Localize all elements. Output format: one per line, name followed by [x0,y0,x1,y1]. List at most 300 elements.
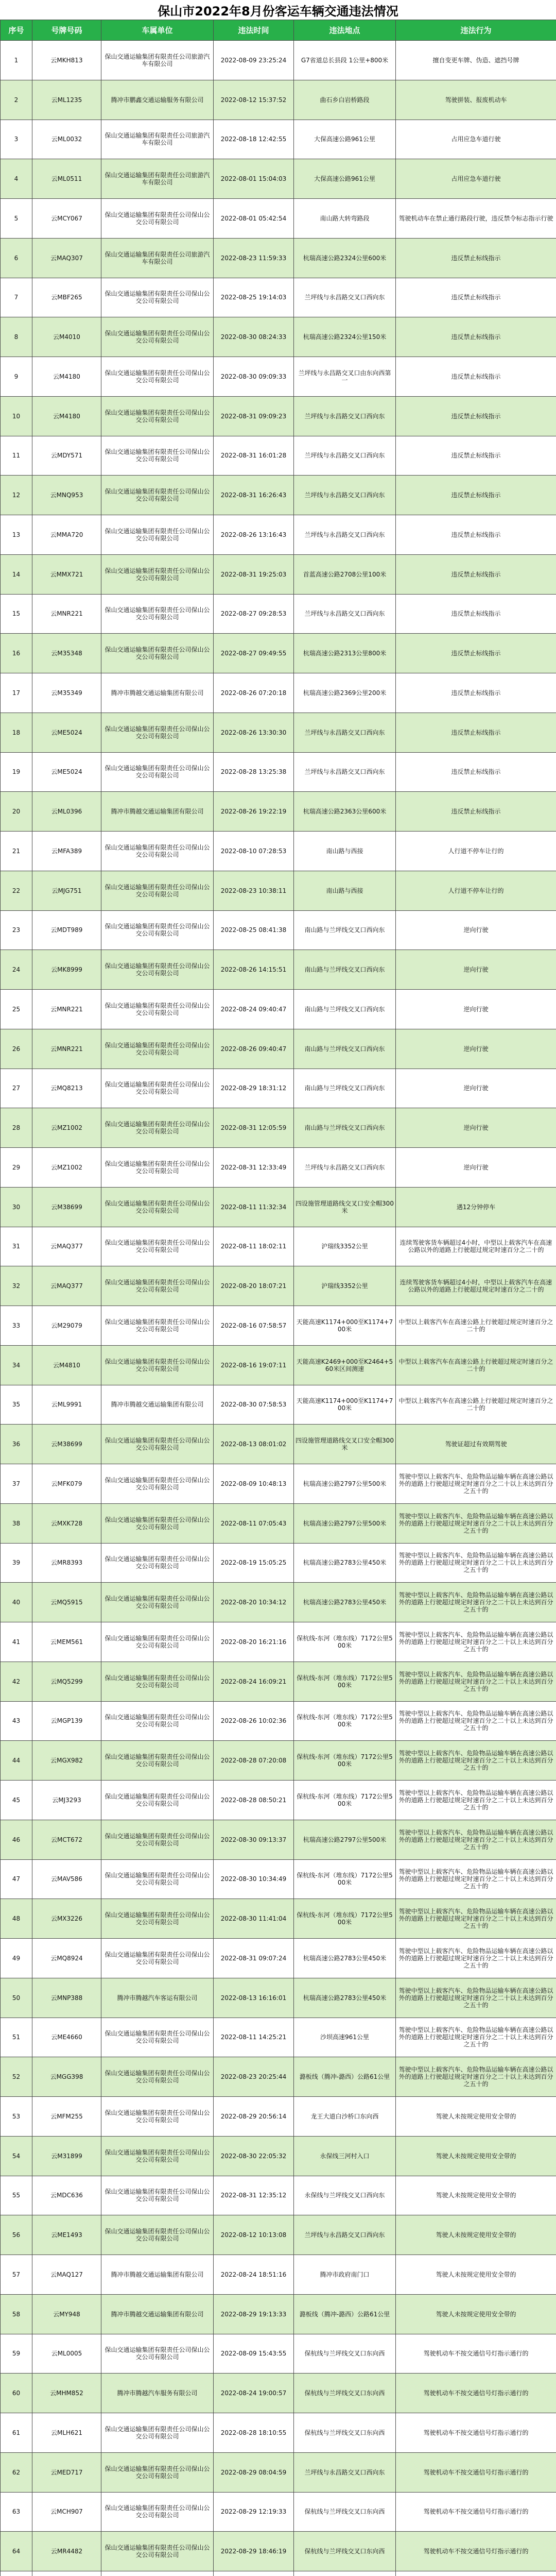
cell-location: 南山路与西接 [294,871,396,910]
table-row [1,80,556,120]
cell-violation: 人行道不停车让行的 [396,832,556,871]
cell-time: 2022-08-29 19:13:33 [214,2294,294,2334]
cell-company: 保山交通运输集团有限责任公司保山公交公司有限公司 [101,1820,214,1859]
cell-index: 10 [1,396,32,436]
cell-violation: 违反禁止标线指示 [396,238,556,278]
cell-violation: 驾驶中型以上载客汽车、危险物品运输车辆在高速公路以外的道路上行驶超过规定时速百分之二十以上未达到百分之五十的 [396,2057,556,2097]
cell-plate [32,2571,101,2576]
cell-plate: 云MCH907 [32,2492,101,2532]
cell-company: 腾冲市腾越交通运输集团有限公司 [101,673,214,713]
cell-violation: 驾驶人未按规定使用安全带的 [396,2215,556,2255]
cell-location: 兰坪线与永昌路交叉口西向东 [294,752,396,792]
cell-violation: 驾驶机动车在禁止通行路段行驶，违反禁令标志指示行驶 [396,199,556,239]
table-row [1,159,556,199]
table-row [1,1345,556,1385]
cell-time: 2022-08-23 10:38:11 [214,871,294,910]
cell-location: 四设施管理道路线交叉口安全帽300米 [294,1425,396,1464]
cell-index: 30 [1,1187,32,1227]
cell-company: 保山交通运输集团有限责任公司保山公交公司有限公司 [101,396,214,436]
cell-index: 47 [1,1859,32,1899]
cell-company: 保山交通运输集团有限责任公司保山公交公司有限公司 [101,910,214,950]
cell-violation: 中型以上载客汽车在高速公路上行驶超过规定时速百分之二十的 [396,1306,556,1346]
table-row [1,2571,556,2576]
header-row [1,20,556,41]
cell-violation: 驾驶中型以上载客汽车、危险物品运输车辆在高速公路以外的道路上行驶超过规定时速百分之二十以上未达到百分之五十的 [396,1939,556,1978]
table-row [1,1385,556,1425]
table-row [1,120,556,159]
cell-location: 兰坪线与永昌路交叉口由东向西第一 [294,357,396,397]
cell-time: 2022-08-16 07:58:57 [214,1306,294,1346]
cell-violation: 驾驶拼装、报废机动车 [396,80,556,120]
cell-company: 保山交通运输集团有限责任公司保山公交公司有限公司 [101,713,214,752]
cell-company: 腾冲市腾越交通运输集团有限公司 [101,792,214,832]
cell-index: 58 [1,2294,32,2334]
cell-company: 保山交通运输集团有限责任公司保山公交公司有限公司 [101,554,214,594]
cell-index: 38 [1,1503,32,1543]
table-row [1,1464,556,1504]
document-title: 保山市2022年8月份客运车辆交通违法情况 [0,0,556,20]
cell-company: 保山交通运输集团有限责任公司保山公交公司有限公司 [101,832,214,871]
cell-index: 54 [1,2136,32,2176]
cell-location: 天能高速K1174+000至K1174+700米 [294,1385,396,1425]
cell-index: 37 [1,1464,32,1504]
cell-company: 保山交通运输集团有限责任公司保山公交公司有限公司 [101,2136,214,2176]
cell-plate: 云MKH813 [32,41,101,80]
cell-location: 南山路大转弯路段 [294,199,396,239]
cell-plate: 云MQ5915 [32,1583,101,1622]
cell-violation: 驾驶中型以上载客汽车、危险物品运输车辆在高速公路以外的道路上行驶超过规定时速百分之二十以上未达到百分之五十的 [396,1820,556,1859]
cell-company: 保山交通运输集团有限责任公司旅游汽车有限公司 [101,41,214,80]
table-row [1,2097,556,2137]
cell-time: 2022-08-31 16:01:28 [214,436,294,476]
cell-index: 55 [1,2176,32,2215]
table-row [1,1662,556,1701]
cell-violation: 违反禁止标线指示 [396,594,556,634]
cell-company: 腾冲市腾越汽车服务有限公司 [101,2374,214,2413]
cell-plate: 云MBF265 [32,278,101,317]
cell-violation: 中型以上载客汽车在高速公路上行驶超过规定时速百分之二十的 [396,1345,556,1385]
cell-company: 保山交通运输集团有限责任公司保山公交公司有限公司 [101,1345,214,1385]
cell-company: 保山交通运输集团有限责任公司保山公交公司有限公司 [101,1464,214,1504]
cell-location: 杭瑞高速公路2797公里500米 [294,1464,396,1504]
table-row [1,238,556,278]
table-row [1,871,556,910]
cell-index: 50 [1,1978,32,2018]
cell-company: 保山交通运输集团有限责任公司保山公交公司有限公司 [101,2452,214,2492]
cell-company: 保山交通运输集团有限责任公司保山公交公司有限公司 [101,2492,214,2532]
cell-plate: 云MHM852 [32,2374,101,2413]
cell-violation: 违反禁止标线指示 [396,396,556,436]
cell-location: 沙坝高速961公里 [294,2018,396,2057]
table-row [1,2532,556,2571]
cell-company: 保山交通运输集团有限责任公司保山公交公司有限公司 [101,2176,214,2215]
cell-time: 2022-08-23 11:59:33 [214,238,294,278]
cell-violation: 违反禁止标线指示 [396,752,556,792]
cell-location: 兰坪线与永昌路交叉口西向东 [294,515,396,555]
cell-index: 53 [1,2097,32,2137]
cell-violation: 占用应急车道行驶 [396,159,556,199]
cell-index: 21 [1,832,32,871]
cell-location: 永保线三河村入口 [294,2136,396,2176]
cell-plate: 云ML0032 [32,120,101,159]
cell-plate: 云MK8999 [32,950,101,990]
cell-location: 四设施管理道路线交叉口安全帽300米 [294,1187,396,1227]
cell-violation: 逆向行驶 [396,1069,556,1108]
cell-time [214,2571,294,2576]
cell-company: 腾冲市腾越交通运输集团有限公司 [101,2294,214,2334]
cell-index: 12 [1,476,32,515]
cell-index: 62 [1,2452,32,2492]
cell-location: 杭瑞高速公路2783公里450米 [294,1978,396,2018]
cell-location: 首蓝高速公路2708公里100米 [294,554,396,594]
cell-company: 保山交通运输集团有限责任公司保山公交公司有限公司 [101,436,214,476]
table-row [1,713,556,752]
cell-violation: 违反禁止标线指示 [396,673,556,713]
cell-company: 保山交通运输集团有限责任公司保山公交公司有限公司 [101,990,214,1029]
table-row [1,1306,556,1346]
table-row [1,594,556,634]
cell-time: 2022-08-18 12:42:55 [214,120,294,159]
cell-location: 兰坪线与永昌路交叉口西向东 [294,278,396,317]
cell-violation: 驾驶中型以上载客汽车、危险物品运输车辆在高速公路以外的道路上行驶超过规定时速百分之二十以上未达到百分之五十的 [396,1543,556,1583]
cell-location: 杭瑞高速公路2324公里600米 [294,238,396,278]
cell-index: 17 [1,673,32,713]
cell-location: 杭瑞高速公路2324公里150米 [294,317,396,357]
table-row [1,2413,556,2453]
cell-violation: 驾驶人未按规定使用安全带的 [396,2255,556,2295]
cell-location: G7省道总长县段 1公里+800米 [294,41,396,80]
cell-plate: 云MMX721 [32,554,101,594]
cell-plate: 云ML9991 [32,1385,101,1425]
cell-violation: 违反禁止标线指示 [396,634,556,673]
cell-time: 2022-08-31 12:35:12 [214,2176,294,2215]
table-row [1,673,556,713]
cell-plate: 云MJ3293 [32,1781,101,1820]
cell-violation: 逆向行驶 [396,1148,556,1188]
cell-location: 杭瑞高速公路2783公里450米 [294,1543,396,1583]
cell-company: 保山交通运输集团有限责任公司保山公交公司有限公司 [101,515,214,555]
cell-company: 保山交通运输集团有限责任公司保山公交公司有限公司 [101,1583,214,1622]
cell-plate: 云MNP388 [32,1978,101,2018]
cell-company: 保山交通运输集团有限责任公司保山公交公司有限公司 [101,1148,214,1188]
cell-plate: 云MJG751 [32,871,101,910]
cell-time: 2022-08-26 09:40:47 [214,1029,294,1069]
cell-location: 保杭线-东河（堆东线）7172公里500米 [294,1662,396,1701]
table-row [1,1227,556,1266]
cell-time: 2022-08-26 19:22:19 [214,792,294,832]
cell-plate: 云MAQ377 [32,1227,101,1266]
cell-plate: 云ML0511 [32,159,101,199]
cell-plate: 云MNR221 [32,990,101,1029]
cell-time: 2022-08-28 18:10:55 [214,2413,294,2453]
cell-company: 保山交通运输集团有限责任公司保山公交公司有限公司 [101,1701,214,1741]
cell-location: 南山路与兰坪线交叉口西向东 [294,990,396,1029]
cell-plate: 云M4810 [32,1345,101,1385]
table-row [1,2215,556,2255]
table-row [1,278,556,317]
cell-index: 14 [1,554,32,594]
cell-time: 2022-08-27 09:28:53 [214,594,294,634]
cell-time: 2022-08-29 20:56:14 [214,2097,294,2137]
cell-time: 2022-08-23 20:25:44 [214,2057,294,2097]
cell-plate: 云ML1235 [32,80,101,120]
table-row [1,2255,556,2295]
cell-time: 2022-08-12 10:13:08 [214,2215,294,2255]
cell-violation: 驾驶机动车不按交通信号灯指示通行的 [396,2374,556,2413]
cell-plate: 云MNR221 [32,594,101,634]
cell-plate: 云MY948 [32,2294,101,2334]
cell-index: 35 [1,1385,32,1425]
cell-index: 57 [1,2255,32,2295]
cell-violation: 违反禁止标线指示 [396,476,556,515]
cell-index: 3 [1,120,32,159]
cell-time: 2022-08-30 07:58:53 [214,1385,294,1425]
cell-plate: 云MAQ307 [32,238,101,278]
cell-time: 2022-08-11 07:05:43 [214,1503,294,1543]
cell-index: 1 [1,41,32,80]
cell-plate: 云MED717 [32,2452,101,2492]
cell-company: 保山交通运输集团有限责任公司保山公交公司有限公司 [101,1503,214,1543]
cell-plate: 云M4180 [32,396,101,436]
table-row [1,1069,556,1108]
table-row [1,1029,556,1069]
cell-violation: 违反禁止标线指示 [396,554,556,594]
cell-plate: 云MDY571 [32,436,101,476]
cell-violation: 违反禁止标线指示 [396,792,556,832]
cell-location: 天能高速K1174+000至K1174+700米 [294,1306,396,1346]
cell-index: 9 [1,357,32,397]
cell-time: 2022-08-09 10:48:13 [214,1464,294,1504]
cell-time: 2022-08-26 07:20:18 [214,673,294,713]
cell-plate: 云MAQ127 [32,2255,101,2295]
cell-violation: 违反禁止标线指示 [396,436,556,476]
cell-violation: 驾驶中型以上载客汽车、危险物品运输车辆在高速公路以外的道路上行驶超过规定时速百分之二十以上未达到百分之五十的 [396,1741,556,1781]
cell-time: 2022-08-13 08:01:02 [214,1425,294,1464]
cell-time: 2022-08-29 08:04:59 [214,2452,294,2492]
cell-plate: 云MXK728 [32,1503,101,1543]
table-row [1,1266,556,1306]
cell-location: 杭瑞高速公路2369公里200米 [294,673,396,713]
violation-table [0,20,556,2576]
cell-plate: 云ME4660 [32,2018,101,2057]
cell-company: 保山交通运输集团有限责任公司保山公交公司有限公司 [101,2215,214,2255]
cell-index: 60 [1,2374,32,2413]
cell-index: 31 [1,1227,32,1266]
cell-location: 南山路与兰坪线交叉口西向东 [294,1108,396,1148]
cell-violation: 中型以上载客汽车在高速公路上行驶超过规定时速百分之二十的 [396,1385,556,1425]
cell-location: 南山路与兰坪线交叉口西向东 [294,1029,396,1069]
cell-company: 保山交通运输集团有限责任公司保山公交公司有限公司 [101,1662,214,1701]
cell-time: 2022-08-16 19:07:11 [214,1345,294,1385]
cell-index: 52 [1,2057,32,2097]
header-time: 违法时间 [214,20,294,41]
cell-violation [396,2571,556,2576]
cell-time: 2022-08-30 22:05:32 [214,2136,294,2176]
cell-violation: 驾驶中型以上载客汽车、危险物品运输车辆在高速公路以外的道路上行驶超过规定时速百分之二十以上未达到百分之五十的 [396,1701,556,1741]
cell-location: 杭瑞高速公路2783公里450米 [294,1939,396,1978]
cell-violation: 驾驶机动车不按交通信号灯指示通行的 [396,2413,556,2453]
table-row [1,1148,556,1188]
cell-time: 2022-08-31 19:25:03 [214,554,294,594]
cell-index: 32 [1,1266,32,1306]
cell-violation: 驾驶中型以上载客汽车、危险物品运输车辆在高速公路以外的道路上行驶超过规定时速百分之二十以上未达到百分之五十的 [396,1859,556,1899]
cell-location: 保杭线与兰坪线交叉口东向西 [294,2334,396,2374]
cell-index [1,2571,32,2576]
cell-time: 2022-08-26 10:02:36 [214,1701,294,1741]
cell-index: 15 [1,594,32,634]
header-location: 违法地点 [294,20,396,41]
cell-index: 45 [1,1781,32,1820]
cell-index: 6 [1,238,32,278]
cell-company: 保山交通运输集团有限责任公司保山公交公司有限公司 [101,1266,214,1306]
cell-time: 2022-08-28 08:50:21 [214,1781,294,1820]
table-row [1,1503,556,1543]
cell-violation: 逆向行驶 [396,1029,556,1069]
cell-plate: 云MR4482 [32,2532,101,2571]
header-violation: 违法行为 [396,20,556,41]
table-row [1,2018,556,2057]
cell-location: 兰坪线与永昌路交叉口西向东 [294,713,396,752]
cell-time: 2022-08-01 05:42:54 [214,199,294,239]
cell-location: 杭瑞高速公路2313公里800米 [294,634,396,673]
table-row [1,554,556,594]
cell-violation: 驾驶机动车不按交通信号灯指示通行的 [396,2334,556,2374]
cell-time: 2022-08-30 08:24:33 [214,317,294,357]
table-row [1,2176,556,2215]
cell-plate: 云MQ8924 [32,1939,101,1978]
table-row [1,832,556,871]
cell-company: 保山交通运输集团有限责任公司保山公交公司有限公司 [101,1859,214,1899]
cell-violation: 驾驶中型以上载客汽车、危险物品运输车辆在高速公路以外的道路上行驶超过规定时速百分之二十以上未达到百分之五十的 [396,1781,556,1820]
cell-violation: 驾驶中型以上载客汽车、危险物品运输车辆在高速公路以外的道路上行驶超过规定时速百分之二十以上未达到百分之五十的 [396,1899,556,1939]
cell-time: 2022-08-24 09:40:47 [214,990,294,1029]
cell-location: 腾冲市政府南门口 [294,2255,396,2295]
table-row [1,1939,556,1978]
cell-time: 2022-08-31 09:07:24 [214,1939,294,1978]
cell-plate: 云M4010 [32,317,101,357]
cell-index: 42 [1,1662,32,1701]
cell-plate: 云MFK079 [32,1464,101,1504]
cell-company: 保山交通运输集团有限责任公司保山公交公司有限公司 [101,2532,214,2571]
cell-company: 保山交通运输集团有限责任公司保山公交公司有限公司 [101,1227,214,1266]
cell-company: 保山交通运输集团有限责任公司保山公交公司有限公司 [101,1069,214,1108]
cell-index: 49 [1,1939,32,1978]
cell-company [101,2571,214,2576]
cell-location: 保杭线与兰坪线交叉口东向西 [294,2492,396,2532]
cell-plate: 云MGG398 [32,2057,101,2097]
cell-plate: 云M31899 [32,2136,101,2176]
cell-time: 2022-08-30 10:34:49 [214,1859,294,1899]
cell-time: 2022-08-20 10:34:12 [214,1583,294,1622]
table-row [1,990,556,1029]
cell-location: 潞板线（腾冲-潞西）公路61公里 [294,2057,396,2097]
cell-company: 保山交通运输集团有限责任公司保山公交公司有限公司 [101,1622,214,1662]
cell-location: 大保高速公路961公里 [294,120,396,159]
table-row [1,2452,556,2492]
cell-plate: 云MAV586 [32,1859,101,1899]
cell-plate: 云MFA389 [32,832,101,871]
table-row [1,2334,556,2374]
cell-plate: 云M35348 [32,634,101,673]
cell-time: 2022-08-11 14:25:21 [214,2018,294,2057]
cell-time: 2022-08-11 11:32:34 [214,1187,294,1227]
cell-violation: 逆向行驶 [396,910,556,950]
cell-violation: 占用应急车道行驶 [396,120,556,159]
cell-index: 56 [1,2215,32,2255]
cell-company: 保山交通运输集团有限责任公司保山公交公司有限公司 [101,2334,214,2374]
cell-location: 保杭线与兰坪线交叉口东向西 [294,2532,396,2571]
cell-location: 兰坪线与永昌路交叉口西向东 [294,2215,396,2255]
cell-violation: 驾驶中型以上载客汽车、危险物品运输车辆在高速公路以外的道路上行驶超过规定时速百分之二十以上未达到百分之五十的 [396,1464,556,1504]
table-row [1,1741,556,1781]
cell-plate: 云MFM255 [32,2097,101,2137]
cell-index: 61 [1,2413,32,2453]
cell-location: 杭瑞高速公路2363公里600米 [294,792,396,832]
cell-company: 保山交通运输集团有限责任公司保山公交公司有限公司 [101,1741,214,1781]
cell-index: 43 [1,1701,32,1741]
header-company: 车属单位 [101,20,214,41]
cell-company: 腾冲市腾越交通运输集团有限公司 [101,2255,214,2295]
cell-index: 64 [1,2532,32,2571]
cell-location: 南山路与兰坪线交叉口西向东 [294,950,396,990]
cell-plate: 云MNR221 [32,1029,101,1069]
cell-plate: 云MNQ953 [32,476,101,515]
cell-company: 保山交通运输集团有限责任公司旅游汽车有限公司 [101,120,214,159]
cell-plate: 云MAQ377 [32,1266,101,1306]
cell-time: 2022-08-24 16:09:21 [214,1662,294,1701]
cell-index: 2 [1,80,32,120]
cell-location: 保杭线-东河（堆东线）7172公里500米 [294,1781,396,1820]
cell-violation: 连续驾驶客货车辆超过4小时，中型以上载客汽车在高速公路以外的道路上行驶超过规定时速百分之二十的 [396,1227,556,1266]
cell-company: 保山交通运输集团有限责任公司保山公交公司有限公司 [101,317,214,357]
cell-location [294,2571,396,2576]
table-row [1,910,556,950]
table-row [1,1859,556,1899]
cell-index: 22 [1,871,32,910]
cell-time: 2022-08-26 13:16:43 [214,515,294,555]
cell-violation: 违反禁止标线指示 [396,515,556,555]
cell-time: 2022-08-31 16:26:43 [214,476,294,515]
cell-index: 41 [1,1622,32,1662]
cell-time: 2022-08-13 16:16:01 [214,1978,294,2018]
cell-company: 腾冲市腾越交通运输集团有限公司 [101,1385,214,1425]
cell-index: 40 [1,1583,32,1622]
cell-time: 2022-08-30 11:41:04 [214,1899,294,1939]
cell-company: 保山交通运输集团有限责任公司保山公交公司有限公司 [101,594,214,634]
cell-location: 杭瑞高速公路2797公里500米 [294,1820,396,1859]
cell-location: 沪瑞线3352公里 [294,1227,396,1266]
cell-index: 51 [1,2018,32,2057]
cell-plate: 云MCT672 [32,1820,101,1859]
cell-time: 2022-08-31 12:33:49 [214,1148,294,1188]
cell-index: 8 [1,317,32,357]
cell-violation: 擅自变更车牌、伪造、遮挡号牌 [396,41,556,80]
cell-violation: 驾驶人未按规定使用安全带的 [396,2097,556,2137]
table-row [1,2492,556,2532]
cell-time: 2022-08-26 14:15:51 [214,950,294,990]
header-index: 序号 [1,20,32,41]
cell-company: 保山交通运输集团有限责任公司保山公交公司有限公司 [101,1543,214,1583]
cell-time: 2022-08-26 13:30:30 [214,713,294,752]
cell-company: 保山交通运输集团有限责任公司保山公交公司有限公司 [101,871,214,910]
cell-index: 36 [1,1425,32,1464]
cell-index: 19 [1,752,32,792]
cell-plate: 云MZ1002 [32,1108,101,1148]
table-row [1,199,556,239]
cell-violation: 违反禁止标线指示 [396,278,556,317]
cell-company: 保山交通运输集团有限责任公司保山公交公司有限公司 [101,950,214,990]
cell-company: 保山交通运输集团有限责任公司旅游汽车有限公司 [101,159,214,199]
